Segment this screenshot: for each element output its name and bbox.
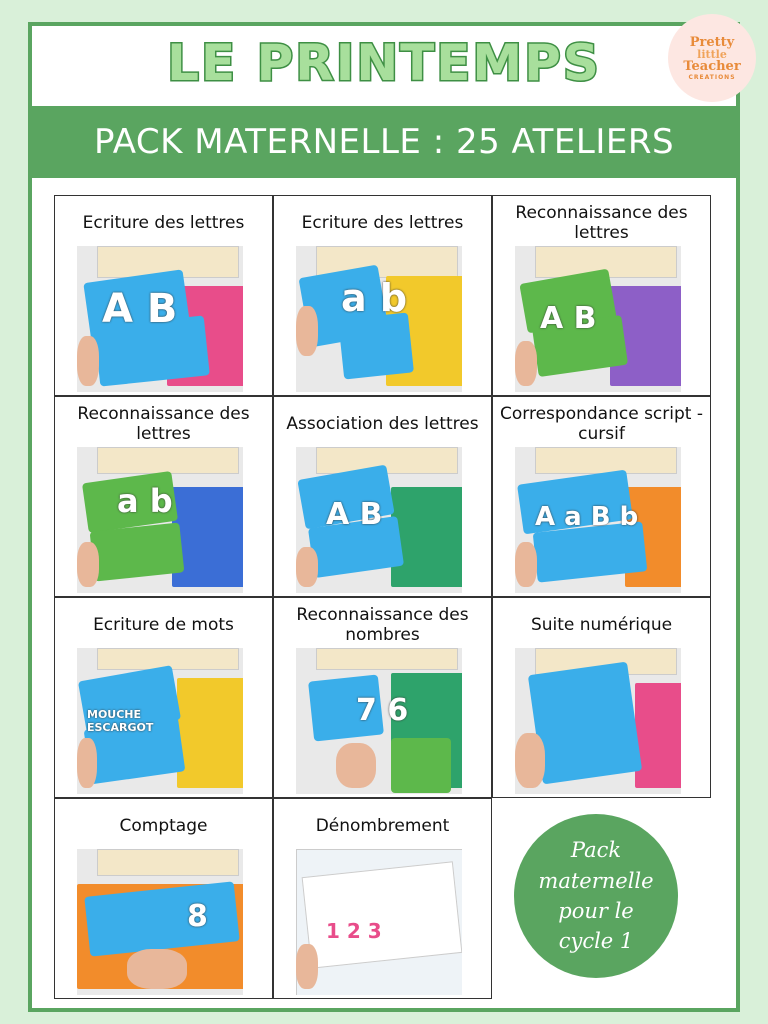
workshop-photo: a b	[77, 447, 243, 593]
workshop-cell	[54, 195, 273, 396]
workshop-photo: A a B b	[515, 447, 681, 593]
workshop-photo: 7 6	[296, 648, 462, 794]
page-title: LE PRINTEMPS	[167, 34, 601, 92]
workshop-cell	[273, 597, 492, 798]
workshop-cell	[54, 597, 273, 798]
workshop-photo: a b	[296, 246, 462, 392]
workshop-cell	[273, 396, 492, 597]
workshop-photo: A B	[515, 246, 681, 392]
workshop-label: Correspondance script - cursif	[500, 404, 703, 444]
workshop-photo: 8	[77, 849, 243, 995]
workshop-cell	[54, 798, 273, 999]
workshop-cell	[54, 396, 273, 597]
pack-badge: Pack maternelle pour le cycle 1	[514, 814, 678, 978]
workshop-label: Ecriture des lettres	[301, 213, 464, 234]
workshop-label: Suite numérique	[530, 615, 673, 636]
workshop-cell	[273, 798, 492, 999]
workshop-cell	[492, 597, 711, 798]
workshop-label: Ecriture des lettres	[82, 213, 245, 234]
workshop-photo	[515, 648, 681, 794]
workshop-cell	[492, 195, 711, 396]
workshop-photo: A B	[77, 246, 243, 392]
page-subtitle: PACK MATERNELLE : 25 ATELIERS	[93, 122, 675, 162]
subtitle-banner	[32, 106, 736, 178]
workshop-photo: MOUCHE ESCARGOT	[77, 648, 243, 794]
workshop-label: Association des lettres	[286, 414, 479, 435]
workshop-label: Reconnaissance des nombres	[296, 605, 469, 645]
brand-logo: Pretty little Teacher CREATIONS	[668, 14, 756, 102]
workshop-label: Dénombrement	[315, 816, 450, 837]
workshop-cell	[273, 195, 492, 396]
workshop-cell	[492, 396, 711, 597]
workshop-label: Comptage	[119, 816, 208, 837]
workshop-label: Reconnaissance des lettres	[77, 404, 250, 444]
workshop-label: Reconnaissance des lettres	[515, 203, 688, 243]
workshop-photo: 1 2 3	[296, 849, 462, 995]
workshop-label: Ecriture de mots	[93, 615, 234, 636]
workshop-photo: A B	[296, 447, 462, 593]
